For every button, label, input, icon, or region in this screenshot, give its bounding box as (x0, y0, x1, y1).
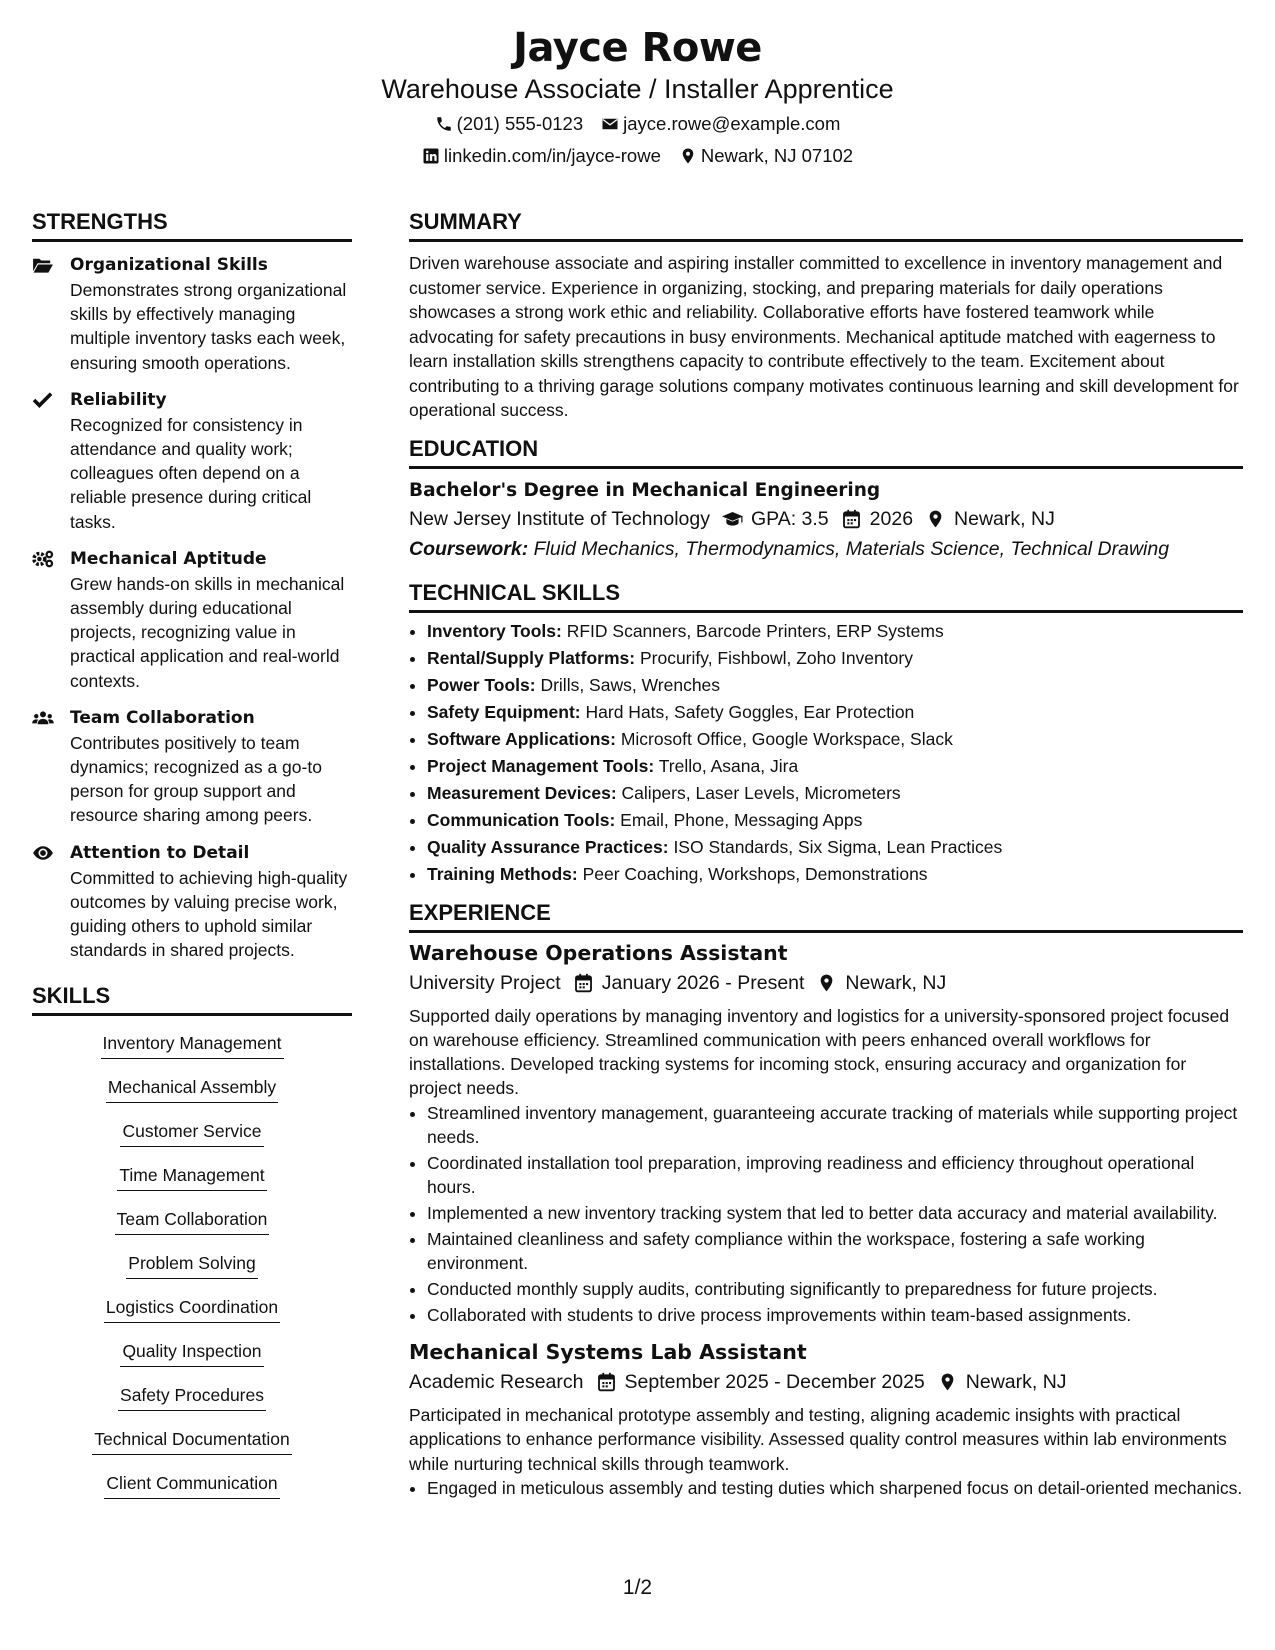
strength-name: Reliability (70, 389, 167, 410)
gears-icon (32, 550, 54, 568)
list-item: • Project Management Tools: Trello, Asana, Jira (427, 753, 1243, 780)
job-description: Supported daily operations by managing inventory and logistics for a university-sponsored project focused on warehouse efficiency. Streamlined communication with peers enhanced overall workflows for installations. Developed tracking systems for incoming stock, ensuring accuracy and organization for project needs. (409, 1005, 1230, 1099)
technical-skills-list (409, 618, 1243, 888)
list-item: • Maintained cleanliness and safety compliance within the workspace, fostering a safe working environment. (427, 1227, 1243, 1275)
skill-chip: Logistics Coordination (104, 1290, 280, 1323)
skills-heading: SKILLS (32, 982, 352, 1016)
list-item: • Conducted monthly supply audits, contributing significantly to preparedness for future projects. (427, 1277, 1243, 1301)
envelope-icon (601, 115, 619, 133)
strength-desc: Grew hands-on skills in mechanical assembly during educational projects, recognizing value in practical application and real-world contexts. (70, 573, 345, 691)
strength-item (32, 547, 352, 693)
strength-desc: Contributes positively to team dynamics; recognized as a go-to person for group support and resource sharing among peers. (70, 732, 322, 826)
skill-chip: Problem Solving (126, 1246, 257, 1279)
job-location: Newark, NJ (845, 971, 947, 994)
list-item: • Quality Assurance Practices: ISO Standards, Six Sigma, Lean Practices (427, 834, 1243, 861)
skill-chip: Technical Documentation (92, 1422, 292, 1455)
education-meta (409, 504, 1243, 534)
list-item: • Implemented a new inventory tracking system that led to better data accuracy and material availability. (427, 1201, 1243, 1225)
list-item: • Streamlined inventory management, guaranteeing accurate tracking of materials while supporting project needs. (427, 1101, 1243, 1149)
map-marker-icon (679, 147, 697, 165)
job-title: Warehouse Operations Assistant (409, 940, 788, 965)
strengths-heading: STRENGTHS (32, 208, 352, 242)
education-degree: Bachelor's Degree in Mechanical Engineering (409, 479, 881, 501)
list-item: • Inventory Tools: RFID Scanners, Barcode Printers, ERP Systems (427, 618, 1243, 645)
contact-email[interactable] (601, 112, 840, 136)
experience-heading: EXPERIENCE (409, 899, 1243, 933)
job-org: University Project (409, 971, 561, 994)
job-org: Academic Research (409, 1370, 584, 1393)
skill-chip: Mechanical Assembly (106, 1070, 278, 1103)
linkedin-text: linkedin.com/in/jayce-rowe (443, 145, 661, 166)
education-gpa: GPA: 3.5 (750, 507, 829, 530)
job-bullets (409, 1476, 1243, 1500)
users-icon (32, 709, 54, 727)
education-coursework (409, 534, 1243, 564)
calendar-icon (596, 1372, 617, 1392)
linkedin-icon (422, 147, 440, 165)
skill-chip: Safety Procedures (118, 1378, 266, 1411)
job-dates: September 2025 - December 2025 (624, 1370, 925, 1393)
list-item: • Power Tools: Drills, Saws, Wrenches (427, 672, 1243, 699)
page-number: 1/2 (622, 1576, 653, 1599)
strength-desc: Demonstrates strong organizational skills by effectively managing multiple inventory tasks each week, ensuring smooth operations. (70, 280, 347, 373)
skill-chip: Time Management (117, 1158, 266, 1191)
list-item: • Software Applications: Microsoft Office, Google Workspace, Slack (427, 726, 1243, 753)
coursework-label: Coursework: (409, 537, 529, 560)
technical-skills-heading: TECHNICAL SKILLS (409, 579, 1243, 613)
education-year: 2026 (869, 507, 914, 530)
map-marker-icon (816, 973, 837, 993)
candidate-name: Jayce Rowe (513, 25, 762, 71)
contact-phone[interactable] (435, 112, 584, 136)
phone-text: (201) 555-0123 (456, 113, 584, 134)
folder-open-icon (32, 256, 54, 274)
education-school: New Jersey Institute of Technology (409, 507, 710, 530)
job-meta (409, 968, 1243, 998)
skill-chip: Inventory Management (101, 1026, 284, 1059)
location-text: Newark, NJ 07102 (700, 145, 854, 166)
phone-icon (435, 115, 453, 133)
skill-chip: Client Communication (104, 1466, 279, 1499)
skill-chip: Customer Service (120, 1114, 263, 1147)
summary-heading: SUMMARY (409, 208, 1243, 242)
contact-row-1 (0, 112, 1275, 136)
list-item: • Measurement Devices: Calipers, Laser Levels, Micrometers (427, 780, 1243, 807)
list-item: • Rental/Supply Platforms: Procurify, Fishbowl, Zoho Inventory (427, 645, 1243, 672)
map-marker-icon (925, 509, 946, 529)
eye-icon (32, 844, 54, 862)
experience-entry (409, 1337, 1243, 1500)
job-dates: January 2026 - Present (601, 971, 805, 994)
right-column (409, 208, 1243, 1502)
job-bullets (409, 1101, 1243, 1327)
calendar-icon (841, 509, 862, 529)
job-meta (409, 1367, 1243, 1397)
coursework-text: Fluid Mechanics, Thermodynamics, Materials Science, Technical Drawing (533, 537, 1170, 560)
skills-list (32, 1026, 352, 1510)
strength-desc: Recognized for consistency in attendance and quality work; colleagues often depend on a reliable presence during critical tasks. (70, 414, 312, 532)
strengths-list (32, 253, 352, 962)
strength-item (32, 388, 352, 534)
summary-text: Driven warehouse associate and aspiring installer committed to excellence in inventory management and customer service. Experience in organizing, stocking, and preparing materials for daily operations showcases a strong work ethic and reliability. Collaborative efforts have fostered teamwork while advocating for safety precautions in busy environments. Mechanical aptitude matched with eagerness to learn installation skills strengthens capacity to contribute effectively to the team. Excitement about contributing to a thriving garage solutions company motivates continuous learning and skill development for operational success. (409, 253, 1239, 420)
job-description: Participated in mechanical prototype assembly and testing, aligning academic insights with practical applications to enhance performance visibility. Assessed quality control measures within lab environments while nurturing technical skills through teamwork. (409, 1404, 1227, 1474)
resume-header (0, 0, 1275, 168)
list-item: • Engaged in meticulous assembly and testing duties which sharpened focus on detail-oriented mechanics. (427, 1476, 1243, 1500)
strength-item (32, 841, 352, 963)
contact-location (679, 144, 853, 168)
calendar-icon (573, 973, 594, 993)
strength-name: Organizational Skills (70, 255, 268, 275)
list-item: • Communication Tools: Email, Phone, Messaging Apps (427, 807, 1243, 834)
list-item: • Safety Equipment: Hard Hats, Safety Goggles, Ear Protection (427, 699, 1243, 726)
list-item: • Coordinated installation tool preparation, improving readiness and efficiency throughout operational hours. (427, 1151, 1243, 1199)
contact-row-2 (0, 144, 1275, 168)
strength-item (32, 253, 352, 375)
job-title: Mechanical Systems Lab Assistant (409, 1339, 807, 1364)
strength-desc: Committed to achieving high-quality outcomes by valuing precise work, guiding others to uphold similar standards in shared projects. (70, 867, 348, 961)
job-location: Newark, NJ (965, 1370, 1067, 1393)
contact-linkedin[interactable] (422, 144, 661, 168)
check-icon (32, 391, 54, 409)
education-heading: EDUCATION (409, 435, 1243, 469)
experience-entry (409, 938, 1243, 1327)
skill-chip: Team Collaboration (115, 1202, 270, 1235)
candidate-title: Warehouse Associate / Installer Apprentice (381, 74, 894, 104)
skill-chip: Quality Inspection (120, 1334, 263, 1367)
strength-name: Team Collaboration (70, 707, 255, 728)
strength-name: Attention to Detail (70, 842, 250, 863)
strength-name: Mechanical Aptitude (70, 548, 267, 569)
list-item: • Collaborated with students to drive process improvements within team-based assignments. (427, 1303, 1243, 1327)
email-text: jayce.rowe@example.com (623, 113, 841, 134)
list-item: • Training Methods: Peer Coaching, Workshops, Demonstrations (427, 861, 1243, 888)
left-column (32, 208, 352, 1510)
strength-item (32, 706, 352, 828)
graduation-cap-icon (722, 509, 743, 529)
map-marker-icon (937, 1372, 958, 1392)
education-location: Newark, NJ (954, 507, 1055, 530)
